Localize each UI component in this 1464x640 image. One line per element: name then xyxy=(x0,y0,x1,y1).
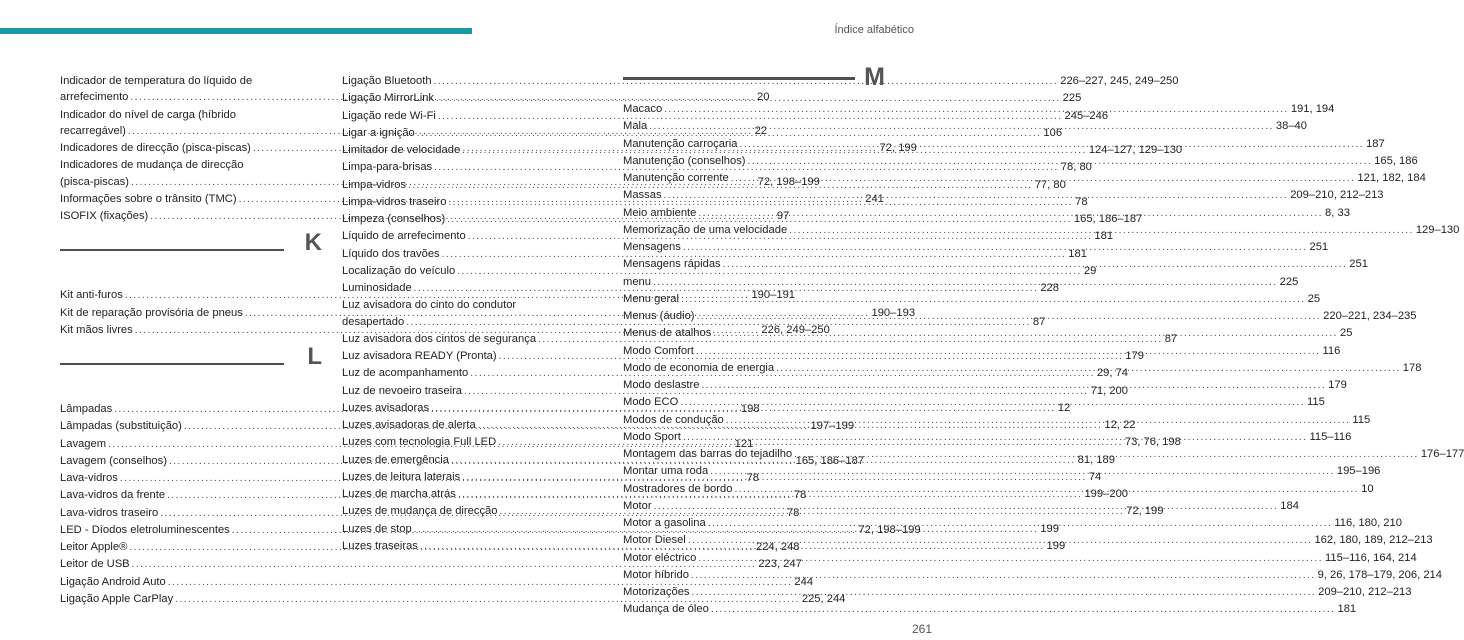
index-entry-pages: 187 xyxy=(1366,137,1385,150)
index-entry-pages: 87 xyxy=(1164,332,1178,345)
index-entry-term: Menus de atalhos xyxy=(623,327,712,340)
index-entry-term: Lavagem (conselhos) xyxy=(60,454,167,467)
index-entry-term: Motor a gasolina xyxy=(623,517,706,529)
index-entry-pages: 244 xyxy=(794,575,814,588)
index-entry-term: Menus (áudio) xyxy=(623,310,695,322)
index-entry-pages: 209–210, 212–213 xyxy=(1290,189,1384,202)
index-entry-term: Mensagens xyxy=(623,241,681,253)
index-entry-term: Limpeza (conselhos) xyxy=(342,213,446,225)
section-letter-m: M xyxy=(864,63,885,91)
index-entry-pages: 165, 186–187 xyxy=(795,454,865,467)
leader-dots xyxy=(776,361,1401,377)
index-entry-pages: 199 xyxy=(1046,539,1066,552)
index-entry-term: Luzes de marcha atrás xyxy=(342,488,456,500)
index-entry-pages: 87 xyxy=(1032,315,1046,328)
index-entry-pages: 12, 22 xyxy=(1104,419,1136,431)
index-entry-pages: 22 xyxy=(754,124,768,137)
index-entry-pages: 116 xyxy=(1322,344,1341,357)
index-entry-term: Luzes traseiras xyxy=(342,539,418,552)
index-entry-pages: 115 xyxy=(1352,413,1371,426)
index-entry-pages: 162, 180, 189, 212–213 xyxy=(1314,534,1433,547)
index-entry-pages: 78, 80 xyxy=(1060,161,1092,174)
leader-dots xyxy=(654,499,1279,515)
index-entry-pages: 25 xyxy=(1307,292,1321,305)
index-entry-pages: 78 xyxy=(786,506,800,519)
index-entry-pages: 115–116, 164, 214 xyxy=(1325,551,1417,564)
index-entry-term: Líquido de arrefecimento xyxy=(342,230,466,243)
index-entry-term: Ligação Apple CarPlay xyxy=(60,592,174,605)
section-header-k xyxy=(60,225,322,287)
index-entry-term: recarregável) xyxy=(60,124,126,137)
index-entry-term: Luzes com tecnologia Full LED xyxy=(342,436,497,449)
index-entry-pages: 179 xyxy=(1125,350,1144,362)
index-entry-term: Localização do veículo xyxy=(342,264,456,277)
index-entry-pages: 116, 180, 210 xyxy=(1334,517,1402,529)
index-entry: Indicadores de mudança de direcção xyxy=(60,159,244,172)
index-entry-term: arrefecimento xyxy=(60,91,129,104)
index-entry-term: Luminosidade xyxy=(342,282,412,294)
index-entry-pages: 9, 26, 178–179, 206, 214 xyxy=(1317,568,1442,581)
leader-dots xyxy=(723,257,1348,273)
leader-dots xyxy=(731,171,1356,187)
index-entry-pages: 251 xyxy=(1349,258,1368,271)
leader-dots xyxy=(708,516,1333,532)
index-entry-term: Motor híbrido xyxy=(623,568,689,581)
index-entry-term: Massas xyxy=(623,189,662,202)
leader-dots xyxy=(664,188,1289,204)
index-entry-pages: 29 xyxy=(1083,264,1097,277)
index-entry-pages: 106 xyxy=(1043,126,1063,139)
index-entry-term: Luzes de emergência xyxy=(342,453,449,466)
page-header-title: Índice alfabético xyxy=(834,24,914,36)
index-entry-term: Lâmpadas (substituição) xyxy=(60,420,182,433)
index-entry-term: Kit anti-furos xyxy=(60,289,123,302)
index-entry-term: Luz avisadora READY (Pronta) xyxy=(342,350,497,362)
index-entry-term: Motor xyxy=(623,499,652,512)
index-entry-term: Mensagens rápidas xyxy=(623,258,721,271)
section-rule xyxy=(60,363,284,365)
index-entry-term: Indicadores de direcção (pisca-piscas) xyxy=(60,142,251,154)
index-entry: Indicador do nível de carga (híbrido xyxy=(60,108,237,121)
section-header-m xyxy=(623,63,885,101)
index-entry-pages: 224, 248 xyxy=(755,541,800,553)
index-entry-pages: 225 xyxy=(1279,275,1299,288)
index-entry-pages: 209–210, 212–213 xyxy=(1318,586,1412,598)
index-entry-term: Informações sobre o trânsito (TMC) xyxy=(60,192,237,205)
index-entry-pages: 115 xyxy=(1306,396,1325,409)
index-entry-term: Lava-vidros traseiro xyxy=(60,506,159,519)
index-entry-term: Manutenção (conselhos) xyxy=(623,154,746,167)
index-entry-pages: 12 xyxy=(1057,401,1071,414)
leader-dots xyxy=(739,137,1364,153)
index-entry-term: Modo Comfort xyxy=(623,344,694,357)
leader-dots xyxy=(696,344,1321,360)
index-entry-term: Limpa-vidros traseiro xyxy=(342,195,447,208)
index-entry-term: desapertado xyxy=(342,315,405,328)
section-letter-k: K xyxy=(304,229,322,257)
index-entry-term: Limpa-para-brisas xyxy=(342,161,433,174)
leader-dots xyxy=(697,309,1322,325)
leader-dots xyxy=(726,413,1351,429)
index-entry-pages: 72, 198–199 xyxy=(858,523,921,536)
index-entry-pages: 245–246 xyxy=(1064,109,1109,122)
index-entry-term: Luzes de mudança de direcção xyxy=(342,505,498,518)
leader-dots xyxy=(713,326,1338,342)
index-entry-pages: 77, 80 xyxy=(1034,178,1066,191)
leader-dots xyxy=(710,464,1335,480)
index-entry-term: Montagem das barras do tejadilho xyxy=(623,448,793,460)
index-entry-term: Meio ambiente xyxy=(623,206,697,219)
leader-dots xyxy=(789,223,1414,239)
index-entry-pages: 10 xyxy=(1361,482,1374,495)
index-entry-term: Luzes de leitura laterais xyxy=(342,470,461,483)
index-entry-pages: 184 xyxy=(1280,499,1299,512)
index-entry-term: Leitor Apple® xyxy=(60,541,128,553)
index-entry: Indicador de temperatura do líquido de xyxy=(60,75,253,87)
index-entry-pages: 195–196 xyxy=(1336,465,1381,478)
section-letter-l: L xyxy=(307,343,322,370)
index-entry-term: Memorização de uma velocidade xyxy=(623,223,788,236)
index-entry-pages: 72, 198–199 xyxy=(757,175,820,188)
index-entry-term: Ligação MirrorLink xyxy=(342,92,435,105)
index-entry-term: Líquido dos travões xyxy=(342,247,440,260)
index-entry-pages: 199–200 xyxy=(1084,488,1129,500)
index-entry-pages: 198 xyxy=(740,403,760,415)
index-entry-pages: 78 xyxy=(793,489,807,502)
header-accent-bar xyxy=(0,28,472,34)
index-entry-term: Motorizações xyxy=(623,586,690,598)
index-entry-term: Motor eléctrico xyxy=(623,551,697,564)
index-entry xyxy=(623,584,1412,601)
index-entry-term: Modo de economia de energia xyxy=(623,361,775,374)
index-entry-pages: 223, 247 xyxy=(758,558,802,571)
index-entry-pages: 97 xyxy=(776,210,790,222)
index-entry-pages: 81, 189 xyxy=(1077,453,1115,466)
index-entry-pages: 72, 199 xyxy=(1126,505,1164,518)
index-entry-pages: 220–221, 234–235 xyxy=(1323,310,1417,322)
index-entry-pages: 226, 249–250 xyxy=(761,323,830,336)
index-entry-term: Ligação Bluetooth xyxy=(342,75,432,87)
index-entry-term: ISOFIX (fixações) xyxy=(60,210,149,222)
index-entry-pages: 181 xyxy=(1337,603,1357,616)
index-entry-pages: 228 xyxy=(1040,282,1059,294)
index-entry-pages: 241 xyxy=(865,192,884,205)
leader-dots xyxy=(794,447,1419,463)
index-entry-pages: 165, 186 xyxy=(1374,154,1418,167)
index-entry-pages: 181 xyxy=(1094,230,1114,243)
leader-dots xyxy=(649,119,1274,135)
leader-dots xyxy=(681,292,1306,308)
leader-dots xyxy=(702,378,1327,394)
leader-dots xyxy=(683,240,1308,256)
index-entry-pages: 74 xyxy=(1088,470,1102,483)
index-entry-term: Luz de acompanhamento xyxy=(342,367,469,380)
index-entry: Luz avisadora do cinto do condutor xyxy=(342,299,517,312)
index-entry-pages: 251 xyxy=(1309,241,1329,253)
index-entry-term: Leitor de USB xyxy=(60,558,130,571)
index-entry xyxy=(623,601,1357,618)
index-entry-term: Lâmpadas xyxy=(60,403,113,415)
index-entry-pages: 181 xyxy=(1068,247,1087,260)
index-entry-pages: 115–116 xyxy=(1309,430,1352,443)
index-entry-term: Modo deslastre xyxy=(623,379,700,391)
index-entry-term: Menu geral xyxy=(623,292,679,305)
leader-dots xyxy=(711,602,1336,618)
leader-dots xyxy=(698,551,1323,567)
index-entry-term: Ligação Android Auto xyxy=(60,575,166,588)
index-entry-term: Luzes avisadoras xyxy=(342,401,430,414)
index-entry-pages: 121 xyxy=(734,437,754,450)
index-entry-pages: 165, 186–187 xyxy=(1073,213,1143,225)
leader-dots xyxy=(683,430,1308,446)
index-entry xyxy=(623,567,1442,584)
index-entry-pages: 176–177 xyxy=(1420,448,1464,460)
index-entry-pages: 29, 74 xyxy=(1096,367,1129,380)
leader-dots xyxy=(698,206,1323,222)
index-entry-term: Limpa-vidros xyxy=(342,178,407,191)
index-entry-pages: 20 xyxy=(757,91,770,104)
index-entry-pages: 38–40 xyxy=(1275,120,1308,133)
index-entry-term: Modo ECO xyxy=(623,396,679,409)
index-entry-pages: 72, 199 xyxy=(879,142,917,154)
section-header-l xyxy=(60,339,322,401)
leader-dots xyxy=(653,275,1278,291)
index-entry-term: Motor Diesel xyxy=(623,534,686,547)
index-entry-term: Kit de reparação provisória de pneus xyxy=(60,306,243,319)
index-entry-pages: 197–199 xyxy=(810,420,855,433)
index-entry-term: Ligar a ignição xyxy=(342,126,415,139)
leader-dots xyxy=(748,154,1373,170)
index-entry-pages: 129–130 xyxy=(1415,223,1460,236)
index-entry-pages: 78 xyxy=(746,472,759,484)
index-entry-term: Lava-vidros xyxy=(60,472,118,484)
section-rule xyxy=(60,249,284,251)
index-entry-term: Lavagem xyxy=(60,437,107,450)
index-entry-term: Manutenção corrente xyxy=(623,172,729,184)
index-entry-term: Mudança de óleo xyxy=(623,603,709,616)
leader-dots xyxy=(688,533,1313,549)
index-entry-pages: 124–127, 129–130 xyxy=(1088,144,1183,156)
index-entry-term: LED - Díodos eletroluminescentes xyxy=(60,523,230,536)
section-rule xyxy=(623,77,855,80)
index-entry-pages: 25 xyxy=(1339,327,1353,340)
leader-dots xyxy=(664,102,1289,118)
index-entry-pages: 78 xyxy=(1075,195,1088,208)
index-entry-term: Montar uma roda xyxy=(623,465,709,478)
index-entry-term: Modos de condução xyxy=(623,413,724,426)
index-entry-pages: 191, 194 xyxy=(1290,103,1335,115)
index-entry-pages: 226–227, 245, 249–250 xyxy=(1060,75,1179,87)
leader-dots xyxy=(734,482,1359,498)
index-entry-pages: 190–193 xyxy=(871,306,916,319)
index-entry xyxy=(623,550,1417,567)
index-entry-pages: 199 xyxy=(1040,522,1059,535)
index-entry-term: Macaco xyxy=(623,103,663,115)
index-entry-term: (pisca-piscas) xyxy=(60,175,130,188)
index-entry xyxy=(342,73,1179,90)
page-number: 261 xyxy=(911,622,932,636)
index-entry-term: Luz avisadora dos cintos de segurança xyxy=(342,332,537,345)
index-entry-term: Mostradores de bordo xyxy=(623,482,733,495)
leader-dots xyxy=(691,568,1316,584)
index-entry xyxy=(623,291,1321,308)
index-entry-term: Luzes avisadoras de alerta xyxy=(342,419,476,431)
index-entry-term: Modo Sport xyxy=(623,430,681,443)
index-entry-term: Mala xyxy=(623,120,648,133)
index-entry-pages: 71, 200 xyxy=(1090,384,1128,397)
index-entry-pages: 225 xyxy=(1062,92,1082,105)
index-entry-pages: 8, 33 xyxy=(1325,206,1350,219)
index-entry-pages: 121, 182, 184 xyxy=(1357,172,1426,184)
index-entry-term: Lava-vidros da frente xyxy=(60,489,166,502)
index-entry-pages: 225, 244 xyxy=(801,592,846,605)
leader-dots xyxy=(692,585,1317,601)
index-entry-pages: 73, 76, 198 xyxy=(1124,436,1181,449)
index-entry-term: Luzes de stop xyxy=(342,522,412,535)
index-entry-term: menu xyxy=(623,275,651,288)
leader-dots xyxy=(680,395,1305,411)
index-entry-term: Limitador de velocidade xyxy=(342,144,461,156)
index-entry-term: Luz de nevoeiro traseira xyxy=(342,384,463,397)
index-entry-term: Manutenção carroçaria xyxy=(623,137,738,150)
index-entry-term: Kit mãos livres xyxy=(60,323,133,336)
index-entry-pages: 178 xyxy=(1402,361,1422,374)
index-entry-pages: 190–191 xyxy=(751,289,796,302)
index-entry-pages: 179 xyxy=(1328,379,1347,391)
index-entry-term: Ligação rede Wi-Fi xyxy=(342,109,436,122)
